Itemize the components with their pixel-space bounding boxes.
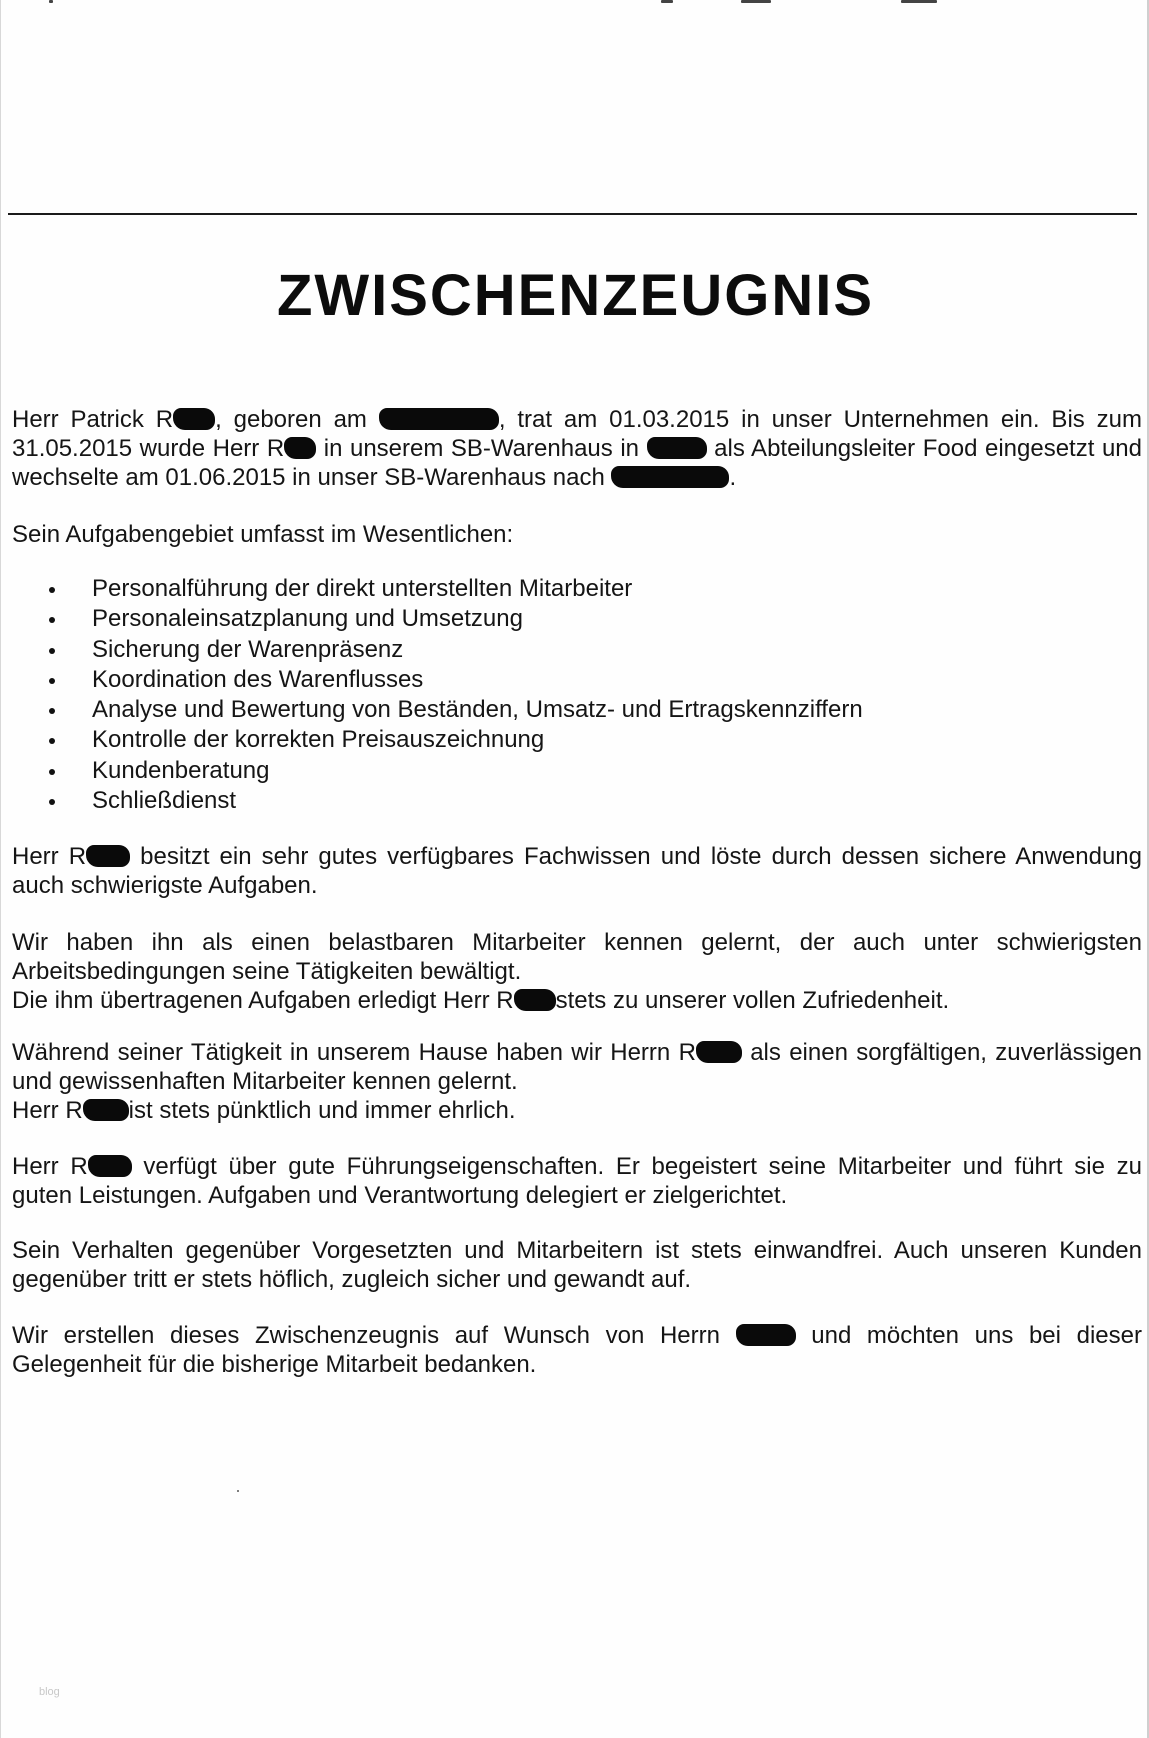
intro-text-2: , geboren am — [215, 406, 379, 433]
redaction-surname — [88, 1155, 132, 1177]
scan-speck — [237, 1490, 239, 1492]
closing-paragraph: Wir erstellen dieses Zwischenzeugnis auf Wunsch von Herrn und möchten uns bei dieser Gelegenheit für die bisherige Mitarbeit bedanken. — [12, 1322, 1142, 1378]
list-item: Sicherung der Warenpräsenz — [12, 635, 1142, 665]
conduct-paragraph: Sein Verhalten gegenüber Vorgesetzten und Mitarbeitern ist stets einwandfrei. Auch unseren Kunden gegenüber tritt er stets höflich, zugleich sicher und gewandt auf. — [12, 1237, 1142, 1293]
redaction-surname — [86, 845, 130, 867]
intro-text-5: als Abteilungsleiter Food eingesetzt und wechselte am 01.06.2015 in unser SB-Warenhaus nach — [12, 435, 1143, 491]
watermark-text: blog — [39, 1686, 60, 1698]
redaction-location — [647, 437, 707, 459]
header-rule — [8, 213, 1137, 215]
redaction-surname — [173, 408, 215, 430]
list-item: Analyse und Bewertung von Beständen, Umsatz- und Ertragskennziffern — [12, 695, 1142, 725]
redaction-surname — [83, 1099, 129, 1121]
intro-text-3: , trat am 01.03.2015 in unser Unternehmen ein. Bis zum 31.05.2015 wurde Herr R — [12, 406, 1142, 462]
bullet-icon — [49, 587, 55, 593]
list-item: Schließdienst — [12, 786, 1142, 816]
tasks-section — [12, 520, 1142, 549]
list-item: Kontrolle der korrekten Preisauszeichnung — [12, 725, 1142, 755]
redaction-surname — [284, 437, 316, 459]
bullet-icon — [49, 678, 55, 684]
list-item: Personalführung der direkt unterstellten Mitarbeiter — [12, 574, 1142, 604]
knowledge-paragraph: Herr R besitzt ein sehr gutes verfügbares Fachwissen und löste durch dessen sichere Anwendung auch schwierigste Aufgaben. — [12, 843, 1142, 899]
intro-text-1: Herr Patrick R — [12, 406, 174, 433]
bullet-icon — [49, 799, 55, 805]
redaction-surname — [696, 1041, 742, 1063]
scan-top-marks — [1, 0, 1149, 6]
list-item: Koordination des Warenflusses — [12, 665, 1142, 695]
task-list — [12, 574, 1142, 816]
redaction-location — [611, 466, 729, 488]
leadership-paragraph: Herr R verfügt über gute Führungseigenschaften. Er begeistert seine Mitarbeiter und führt sie zu guten Leistungen. Aufgaben und Verantwortung delegiert er zielgerichtet. — [12, 1153, 1142, 1209]
redaction-surname — [736, 1324, 796, 1346]
redaction-birthdate — [379, 408, 499, 430]
bullet-icon — [49, 708, 55, 714]
tasks-heading: Sein Aufgabengebiet umfasst im Wesentlichen: — [12, 521, 514, 548]
intro-paragraph — [12, 405, 1142, 492]
task-list-container — [12, 574, 1142, 816]
bullet-icon — [49, 648, 55, 654]
bullet-icon — [49, 769, 55, 775]
intro-text-6: . — [729, 464, 737, 491]
document-title: ZWISCHENZEUGNIS — [276, 263, 875, 328]
intro-text-4: in unserem SB-Warenhaus in — [316, 435, 647, 462]
list-item: Kundenberatung — [12, 756, 1142, 786]
list-item: Personaleinsatzplanung und Umsetzung — [12, 604, 1142, 634]
redaction-surname — [514, 989, 556, 1011]
resilience-paragraph: Wir haben ihn als einen belastbaren Mitarbeiter kennen gelernt, der auch unter schwierigsten Arbeitsbedingungen seine Tätigkeiten bewältigt. Die ihm übertragenen Aufgaben erledigt Herr R stets zu unserer vollen Zufriedenheit. — [12, 929, 1142, 1014]
bullet-icon — [49, 738, 55, 744]
bullet-icon — [49, 617, 55, 623]
diligence-paragraph: Während seiner Tätigkeit in unserem Hause haben wir Herrn R als einen sorgfältigen, zuverlässigen und gewissenhaften Mitarbeiter kennen gelernt. Herr R ist stets pünktlich und immer ehrlich. — [12, 1039, 1143, 1124]
